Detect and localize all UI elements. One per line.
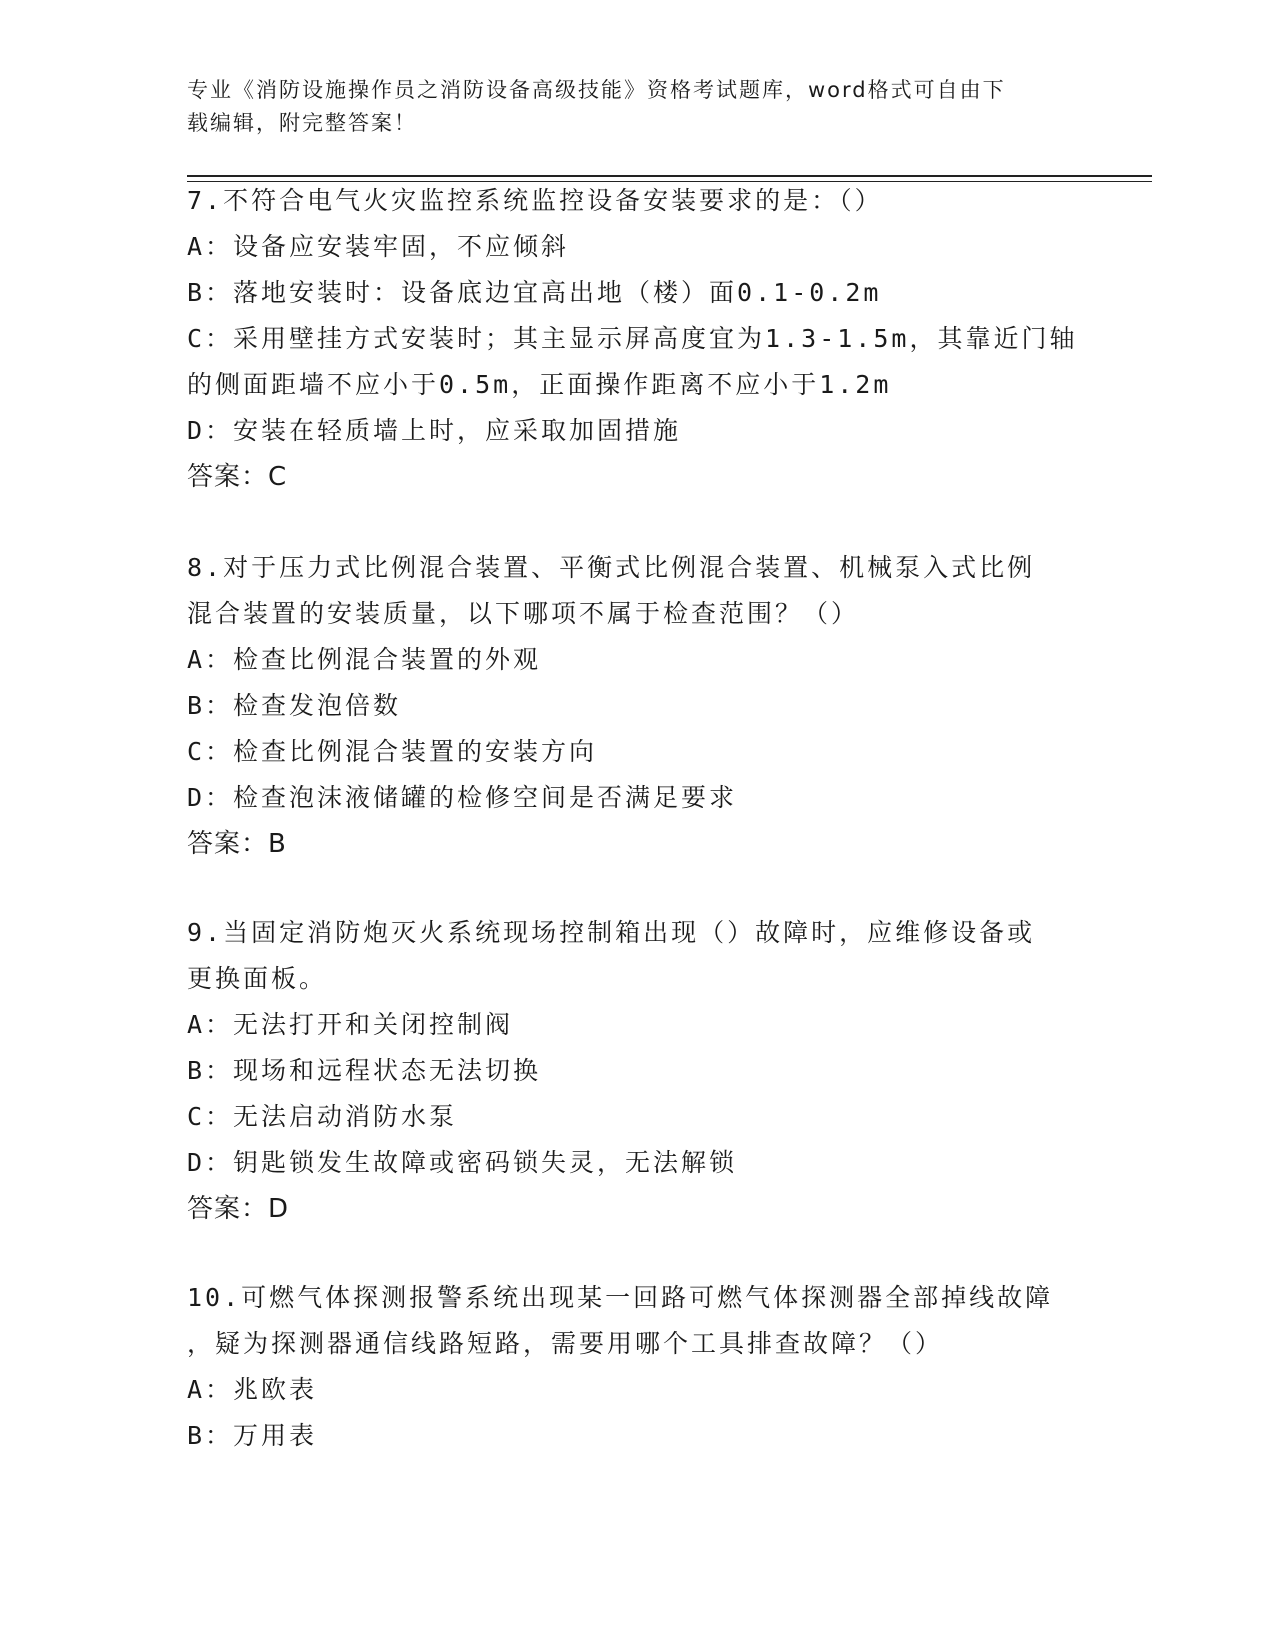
question-stem: 10.可燃气体探测报警系统出现某一回路可燃气体探测器全部掉线故障 [187,1283,1054,1312]
option-b: B：万用表 [187,1421,318,1450]
question-block-10 [187,1275,1087,1459]
option-c: C：无法启动消防水泵 [187,1102,458,1131]
question-stem-continued: 更换面板。 [187,964,328,993]
question-stem: 9.当固定消防炮灭火系统现场控制箱出现（）故障时，应维修设备或 [187,918,1036,947]
header-note [187,74,1067,140]
option-b: B：落地安装时：设备底边宜高出地（楼）面0.1-0.2m [187,278,882,307]
question-stem: 8.对于压力式比例混合装置、平衡式比例混合装置、机械泵入式比例 [187,553,1036,582]
option-a: A：兆欧表 [187,1375,318,1404]
option-a: A：检查比例混合装置的外观 [187,645,542,674]
answer-label: 答案：C [187,462,288,492]
header-divider-thick [187,175,1152,177]
option-c: C：检查比例混合装置的安装方向 [187,737,598,766]
option-a: A：设备应安装牢固，不应倾斜 [187,232,570,261]
option-c: C：采用壁挂方式安装时；其主显示屏高度宜为1.3-1.5m，其靠近门轴 [187,324,1078,353]
question-stem: 7.不符合电气火灾监控系统监控设备安装要求的是：（） [187,186,883,215]
option-b: B：现场和远程状态无法切换 [187,1056,542,1085]
option-b: B：检查发泡倍数 [187,691,402,720]
answer-label: 答案：B [187,829,287,859]
question-block-9 [187,910,1087,1232]
option-d: D：检查泡沫液储罐的检修空间是否满足要求 [187,783,738,812]
question-stem-continued: 混合装置的安装质量，以下哪项不属于检查范围？（） [187,599,860,628]
header-note-line: 专业《消防设施操作员之消防设备高级技能》资格考试题库，word格式可自由下 [187,78,1006,102]
header-note-line: 载编辑，附完整答案！ [187,111,417,135]
question-block-7 [187,178,1087,500]
question-stem-continued: ，疑为探测器通信线路短路，需要用哪个工具排查故障？（） [187,1329,944,1358]
answer-label: 答案：D [187,1194,290,1224]
option-d: D：钥匙锁发生故障或密码锁失灵，无法解锁 [187,1148,738,1177]
option-d: D：安装在轻质墙上时，应采取加固措施 [187,416,682,445]
option-a: A：无法打开和关闭控制阀 [187,1010,514,1039]
option-c-continued: 的侧面距墙不应小于0.5m，正面操作距离不应小于1.2m [187,370,892,399]
question-block-8 [187,545,1087,867]
